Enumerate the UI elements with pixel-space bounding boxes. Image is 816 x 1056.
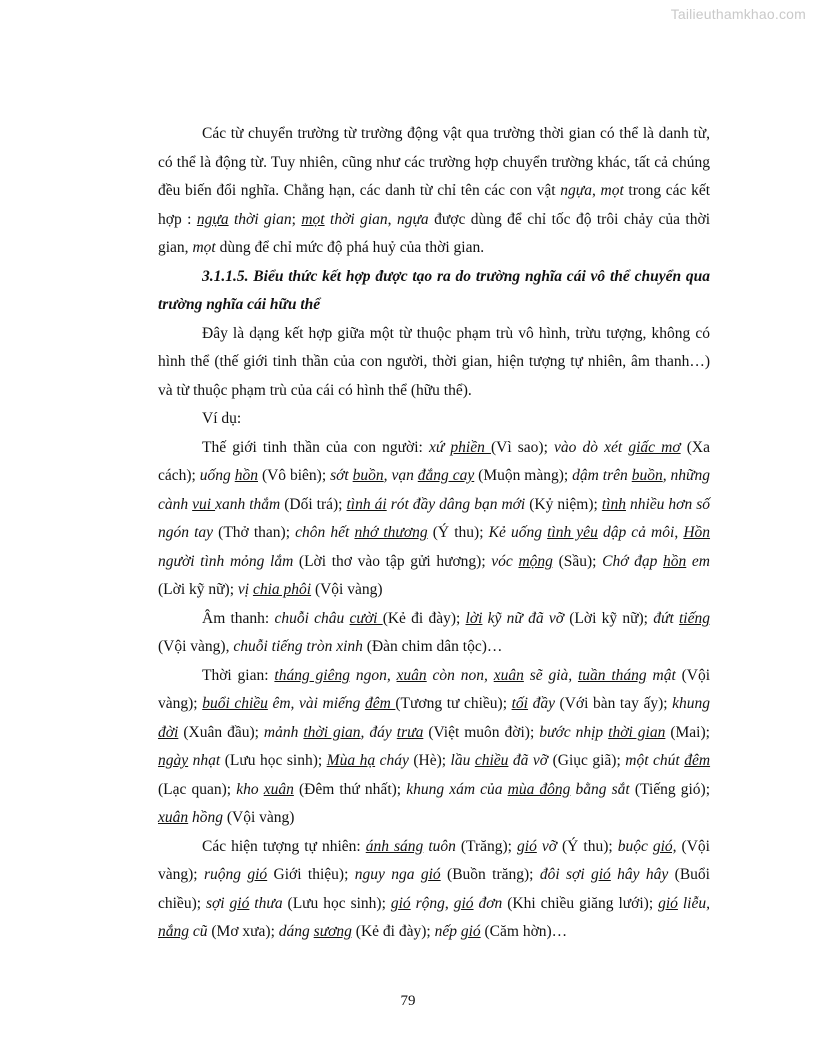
text-run: (Xuân đầu); [178,723,264,741]
text-run: tiếng [678,609,710,627]
text-run: bước nhịp [539,723,609,741]
text-run: (Ý thu); [557,837,618,855]
text-run: ánh sáng [365,837,424,855]
text-run: nhớ thương [354,524,428,541]
text-run: (Giục giã); [548,752,626,769]
text-run: Thời gian: [202,666,275,684]
text-run: vào dò xét [554,438,629,456]
text-run: sẽ già, [523,666,578,684]
text-run: (Với bàn tay ấy); [554,695,673,712]
text-run: (Lưu học sinh); [282,894,391,912]
text-run: ngon, [349,666,397,684]
text-run: gió [591,866,611,883]
text-run: đơn [473,894,503,912]
text-run: tình ái [346,495,387,513]
document-body [158,120,710,947]
text-run: nắng [158,923,189,940]
text-run: (Vô biên); [258,467,331,484]
text-run: gió [658,894,678,912]
text-run: buộc [617,837,653,855]
text-run: đứt [653,609,679,627]
text-run: hồng [188,809,224,826]
text-run: gió [420,866,441,883]
text-run: lời [465,609,483,627]
text-run: vóc [491,552,519,570]
text-run: gió [460,923,481,940]
text-run: gió [453,894,474,912]
text-run: (Vội vàng) [223,809,295,826]
text-run: phiền [450,438,491,456]
text-run: mật [646,666,676,684]
text-run: (Lời kỹ nữ); [564,609,654,627]
text-run: trưa [396,723,424,741]
text-run: , vạn [383,467,418,484]
text-run: gió, [652,837,677,855]
text-run: vui [192,495,216,513]
text-run: mảnh [263,723,304,741]
text-run: rộng [410,894,445,912]
text-run: tuôn [423,837,456,855]
text-run: hồn [663,552,687,570]
text-run: kỹ nữ đã vỡ [482,609,565,627]
text-run: (Kỷ niệm); [525,495,602,513]
text-run: tháng giêng [274,666,350,684]
text-run: đêm [684,752,711,769]
text-run: một chút [625,752,685,769]
text-run: (Thở than); [213,524,296,541]
text-run: thời gian [303,723,361,741]
text-run: Mùa hạ [326,752,376,769]
text-run: rót đầy dâng bạn mới [386,495,526,513]
text-run: hồn [234,467,258,484]
text-run: thưa [249,894,283,912]
text-run: buồn [352,467,384,484]
text-run: gió [517,837,537,855]
text-run: ngày [158,752,189,769]
text-run: (Hè); [408,752,451,769]
text-run: xuân [396,666,427,684]
text-run: giấc mơ [628,438,681,456]
paragraph-definition: Đây là dạng kết hợp giữa một từ thuộc phạm trù vô hình, trừu tượng, không có hình thể (thế giới tinh thần của con người, thời gian, hiện tượng tự nhiên, âm thanh…) và từ thuộc phạm trù của cái có hình thể (hữu thể). [158,324,710,399]
text-run: đầy [527,695,555,712]
text-run: (Xa cách); [158,438,710,484]
text-run: (Buồn trăng); [440,866,540,883]
text-run: chia phôi [252,581,312,598]
text-run: khung xám của [406,780,508,798]
watermark: Tailieuthamkhao.com [670,6,806,22]
paragraph-sound-examples [158,605,710,662]
text-run: (Dối trá); [280,495,347,513]
text-run: cười [349,609,383,627]
text-run: (Kẻ đi đày); [351,923,435,940]
text-run: xuân [493,666,524,684]
text-run: buổi chiều [202,695,268,712]
text-run: sợi [205,894,230,912]
text-run: Thế giới tinh thần của con người: [202,438,429,456]
text-run: lầu [450,752,475,769]
text-run: xuân [263,780,294,798]
text-run: Âm thanh: [202,609,275,627]
text-run: (Lưu học sinh); [220,752,327,769]
text-run: , [444,894,454,912]
paragraph-spirit-examples [158,434,710,605]
paragraph-nature-examples [158,833,710,947]
text-run: bằng sắt [570,780,630,798]
text-run: mộng [518,552,553,570]
text-run: nguy nga [354,866,421,883]
text-run: (Vội vàng); [158,666,711,712]
text-run: hây hây [610,866,669,883]
text-run: (Kẻ đi đày); [382,609,466,627]
text-run: mùa đông [507,780,571,798]
text-run: nhạt [188,752,221,769]
text-run: dậm trên [572,467,632,484]
text-run: thời gian [608,723,666,741]
text-run: Các hiện tượng tự nhiên: [202,837,366,855]
text-run: , đáy [360,723,397,741]
text-run: Kẻ uống [488,524,548,541]
text-run: (Vì sao); [490,438,555,456]
text-run: dáng [278,923,314,940]
text-run: xuân [158,809,189,826]
text-run: (Khi chiều giăng lưới); [502,894,659,912]
text-run: (Tiếng gió); [629,780,711,798]
text-run: nếp [434,923,461,940]
text-run: (Buổi chiều); [158,866,710,912]
text-run: (Lạc quan); [158,780,237,798]
text-run: (Vội vàng); [158,837,710,883]
text-run: đã vỡ [508,752,549,769]
text-run: cũ [189,923,208,940]
text-run: liễu, [677,894,710,912]
text-run: buồn [631,467,663,484]
text-run: uống [199,467,235,484]
text-run: kho [236,780,264,798]
text-run: cháy [375,752,409,769]
page-number: 79 [400,993,416,1009]
text-run: sương [313,923,352,940]
text-run: chuỗi châu [274,609,350,627]
text-run: dập cả môi [597,524,675,541]
text-run: (Vội vàng) [311,581,383,598]
text-run: tối [511,695,528,712]
text-run: (Đêm thứ nhất); [293,780,407,798]
text-run: xứ [428,438,451,456]
text-run: chuỗi tiếng tròn xinh [233,638,363,655]
text-run: (Mơ xưa); [207,923,279,940]
text-run: chiều [474,752,509,769]
text-run: (Tương tư chiều); [395,695,512,712]
text-run: , những cành [158,467,710,513]
text-run: xanh thắm [215,495,281,513]
text-run: (Vội vàng), [158,638,234,655]
text-run: vỡ [536,837,557,855]
text-run: ruộng [203,866,248,883]
text-run: còn non, [426,666,494,684]
text-run: gió [247,866,268,883]
text-run: Hồn [683,524,711,541]
text-run: nhiều hơn số ngón tay [158,495,710,541]
paragraph-time-examples [158,662,710,833]
text-run: chôn hết [295,524,355,541]
text-run: (Mai); [665,723,710,741]
text-run: , [674,524,684,541]
text-run: (Muộn màng); [474,467,573,484]
text-run: người tình mỏng lắm [158,552,294,570]
section-heading: 3.1.1.5. Biểu thức kết hợp được tạo ra do trường nghĩa cái vô thể chuyển qua trường nghĩa cái hữu thể [158,267,710,313]
text-run: (Việt muôn đời); [423,723,540,741]
paragraph-animal-time: Các từ chuyển trường từ trường động vật qua trường thời gian có thể là danh từ, có thể là động từ. Tuy nhiên, cũng như các trường hợp chuyển trường khác, tất cả chúng đều biến đổi nghĩa. Chẳng hạn, các danh từ chỉ tên các con vật ngựa, mọt trong các kết hợp : ngựa thời gian; mọt thời gian, ngựa được dùng để chỉ tốc độ trôi chảy của thời gian, mọt dùng để chỉ mức độ phá huỷ của thời gian. [158,125,710,256]
text-run: tình [601,495,626,513]
text-run: Chớ đạp [602,552,664,570]
text-run: tình yêu [547,524,598,541]
text-run: khung [672,695,711,712]
text-run: (Căm hờn)… [480,923,568,940]
example-label: Ví dụ: [202,410,242,427]
text-run: (Lời thơ vào tập gửi hương); [293,552,492,570]
text-run: đắng cay [417,467,475,484]
text-run: (Lời kỹ nữ); [158,581,238,598]
text-run: đêm [364,695,396,712]
text-run: (Ý thu); [427,524,489,541]
text-run: (Đàn chim dân tộc)… [362,638,503,655]
text-run: tuần tháng [577,666,647,684]
text-run: đời [158,723,179,741]
text-run: gió [229,894,250,912]
text-run: gió [390,894,411,912]
text-run: vị [237,581,253,598]
text-run: Giới thiệu); [267,866,355,883]
text-run: (Sầu); [552,552,603,570]
text-run: (Trăng); [455,837,518,855]
text-run: sớt [330,467,353,484]
text-run: em [686,552,710,570]
text-run: đôi sợi [539,866,591,883]
text-run: êm, vài miếng [267,695,365,712]
